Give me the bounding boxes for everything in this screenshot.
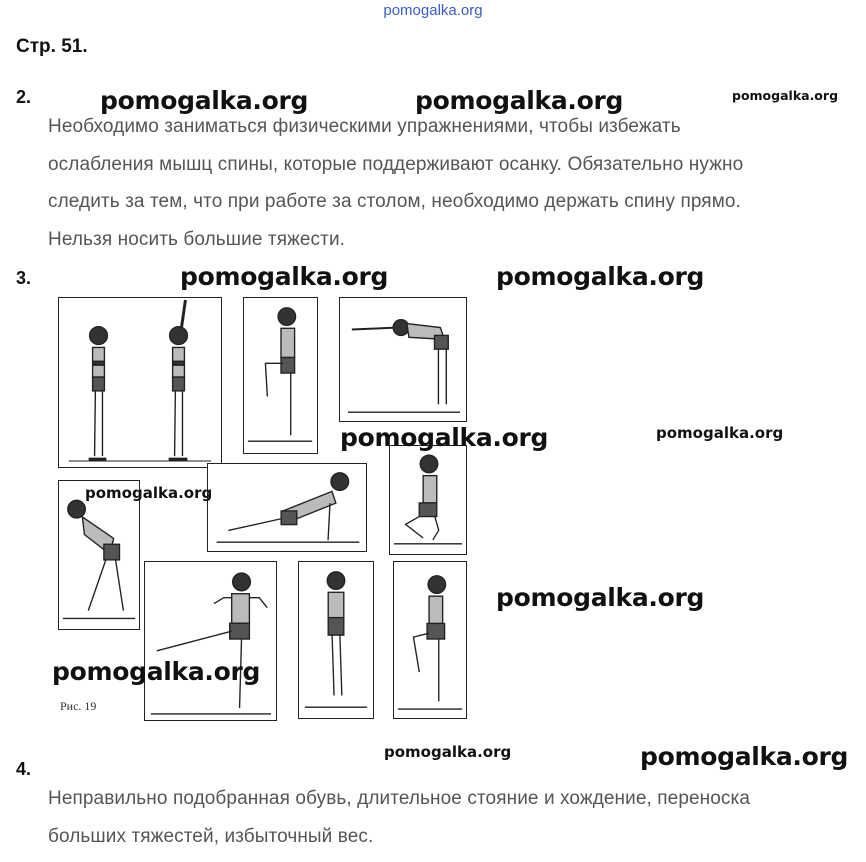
boy-knee-raise-illustration	[244, 298, 317, 453]
site-header-link[interactable]: pomogalka.org	[383, 2, 483, 19]
boy-tiptoe-illustration	[299, 562, 373, 718]
page-title: Стр. 51.	[16, 36, 88, 57]
question-4-number: 4.	[16, 759, 32, 779]
question-2-answer	[48, 108, 860, 258]
question-2-line-1: Необходимо заниматься физическими упражнениями, чтобы избежать	[48, 116, 681, 137]
exercise-panel-knee-raise	[243, 297, 318, 454]
exercise-panel-tiptoe	[298, 561, 374, 719]
exercise-panel-forward-bend	[339, 297, 467, 422]
watermark: pomogalka.org	[640, 742, 849, 771]
boy-forward-bend-illustration	[340, 298, 466, 421]
exercise-panel-leg-swing	[144, 561, 277, 721]
watermark: pomogalka.org	[100, 86, 309, 115]
watermark: pomogalka.org	[85, 484, 213, 502]
exercise-panel-squat	[389, 445, 467, 555]
watermark: pomogalka.org	[340, 423, 549, 452]
watermark: pomogalka.org	[52, 657, 261, 686]
boy-squat-illustration	[390, 446, 466, 554]
watermark: pomogalka.org	[732, 88, 839, 103]
question-3-number: 3.	[16, 268, 32, 288]
figure-caption: Рис. 19	[60, 699, 97, 713]
boy-marching-illustration	[394, 562, 466, 718]
question-4-line-2: больших тяжестей, избыточный вес.	[48, 825, 374, 847]
watermark: pomogalka.org	[496, 262, 705, 291]
question-2-number: 2.	[16, 87, 32, 107]
question-2-line-3: следить за тем, что при работе за столом, необходимо держать спину прямо.	[48, 191, 741, 212]
boy-leg-swing-illustration	[145, 562, 276, 720]
watermark: pomogalka.org	[384, 743, 512, 761]
question-2-line-4: Нельзя носить большие тяжести.	[48, 228, 346, 250]
boy-side-bend-illustration	[59, 481, 139, 629]
watermark: pomogalka.org	[656, 424, 784, 442]
watermark: pomogalka.org	[415, 86, 624, 115]
boy-standing-illustration	[59, 298, 221, 467]
exercise-panel-push-up	[207, 463, 367, 552]
question-4-line-1: Неправильно подобранная обувь, длительное стояние и хождение, переноска	[48, 788, 751, 809]
exercise-panel-marching	[393, 561, 467, 719]
exercise-panel-side-bend	[58, 480, 140, 630]
boy-push-up-illustration	[208, 464, 366, 551]
exercise-panel-standing-arm-raise	[58, 297, 222, 468]
question-2-line-2: ослабления мышц спины, которые поддерживают осанку. Обязательно нужно	[48, 153, 744, 175]
watermark: pomogalka.org	[496, 583, 705, 612]
watermark: pomogalka.org	[180, 262, 389, 291]
question-4-answer	[48, 780, 860, 855]
